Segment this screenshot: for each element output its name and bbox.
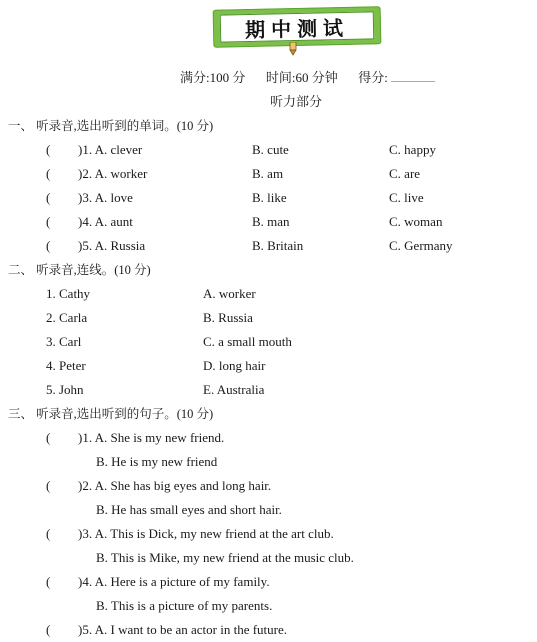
match-right-item[interactable]: C. a small mouth xyxy=(203,334,292,349)
answer-paren[interactable]: ( xyxy=(46,478,51,493)
answer-paren[interactable]: ( xyxy=(46,214,51,229)
s3-q4-a: )4. A. Here is a picture of my family. xyxy=(78,574,270,589)
answer-paren[interactable]: ( xyxy=(46,142,51,157)
match-right-item[interactable]: B. Russia xyxy=(203,310,253,325)
page-title: 期中测试 xyxy=(244,15,350,42)
section3-heading: 三、 听录音,选出听到的句子。(10 分) xyxy=(8,407,214,421)
s1-q3-c: C. live xyxy=(389,190,424,205)
s1-q2-a: )2. A. worker xyxy=(78,166,148,181)
s1-q4-a: )4. A. aunt xyxy=(78,214,133,229)
score-field[interactable] xyxy=(391,70,435,82)
s1-q1-a: )1. A. clever xyxy=(78,142,143,157)
answer-paren[interactable]: ( xyxy=(46,166,51,181)
s1-q3-b: B. like xyxy=(252,190,287,205)
s1-q4-b: B. man xyxy=(252,214,290,229)
match-left-item[interactable]: 4. Peter xyxy=(46,358,86,373)
score-label: 得分: xyxy=(358,70,388,85)
s1-q5-a: )5. A. Russia xyxy=(78,238,146,253)
section2-heading: 二、 听录音,连线。(10 分) xyxy=(8,263,151,277)
s1-q1-c: C. happy xyxy=(389,142,436,157)
s1-q2-c: C. are xyxy=(389,166,421,181)
exam-meta xyxy=(180,70,435,86)
part-title: 听力部分 xyxy=(270,94,323,109)
answer-paren[interactable]: ( xyxy=(46,574,51,589)
match-right-item[interactable]: A. worker xyxy=(203,286,256,301)
s1-q5-b: B. Britain xyxy=(252,238,304,253)
match-left-item[interactable]: 1. Cathy xyxy=(46,286,91,301)
answer-paren[interactable]: ( xyxy=(46,430,51,445)
s3-q3-a: )3. A. This is Dick, my new friend at the art club. xyxy=(78,526,334,541)
answer-paren[interactable]: ( xyxy=(46,190,51,205)
time-limit: 时间:60 分钟 xyxy=(265,70,338,85)
s3-q2-b: B. He has small eyes and short hair. xyxy=(96,502,282,517)
s3-q1-b: B. He is my new friend xyxy=(96,454,218,469)
s3-q3-b: B. This is Mike, my new friend at the music club. xyxy=(96,550,354,565)
s1-q5-c: C. Germany xyxy=(389,238,453,253)
answer-paren[interactable]: ( xyxy=(46,238,51,253)
s3-q5-a: )5. A. I want to be an actor in the future. xyxy=(78,622,288,637)
s1-q1-b: B. cute xyxy=(252,142,289,157)
match-left-item[interactable]: 2. Carla xyxy=(46,310,88,325)
pencil-icon xyxy=(288,42,298,56)
answer-paren[interactable]: ( xyxy=(46,622,51,637)
match-right-item[interactable]: E. Australia xyxy=(203,382,265,397)
s1-q4-c: C. woman xyxy=(389,214,443,229)
section1-heading: 一、 听录音,选出听到的单词。(10 分) xyxy=(8,119,214,133)
match-left-item[interactable]: 5. John xyxy=(46,382,84,397)
answer-paren[interactable]: ( xyxy=(46,526,51,541)
match-left-item[interactable]: 3. Carl xyxy=(46,334,82,349)
full-marks: 满分:100 分 xyxy=(180,70,246,85)
s3-q1-a: )1. A. She is my new friend. xyxy=(78,430,225,445)
s3-q2-a: )2. A. She has big eyes and long hair. xyxy=(78,478,272,493)
s1-q2-b: B. am xyxy=(252,166,284,181)
s3-q4-b: B. This is a picture of my parents. xyxy=(96,598,273,613)
s1-q3-a: )3. A. love xyxy=(78,190,133,205)
match-right-item[interactable]: D. long hair xyxy=(203,358,266,373)
